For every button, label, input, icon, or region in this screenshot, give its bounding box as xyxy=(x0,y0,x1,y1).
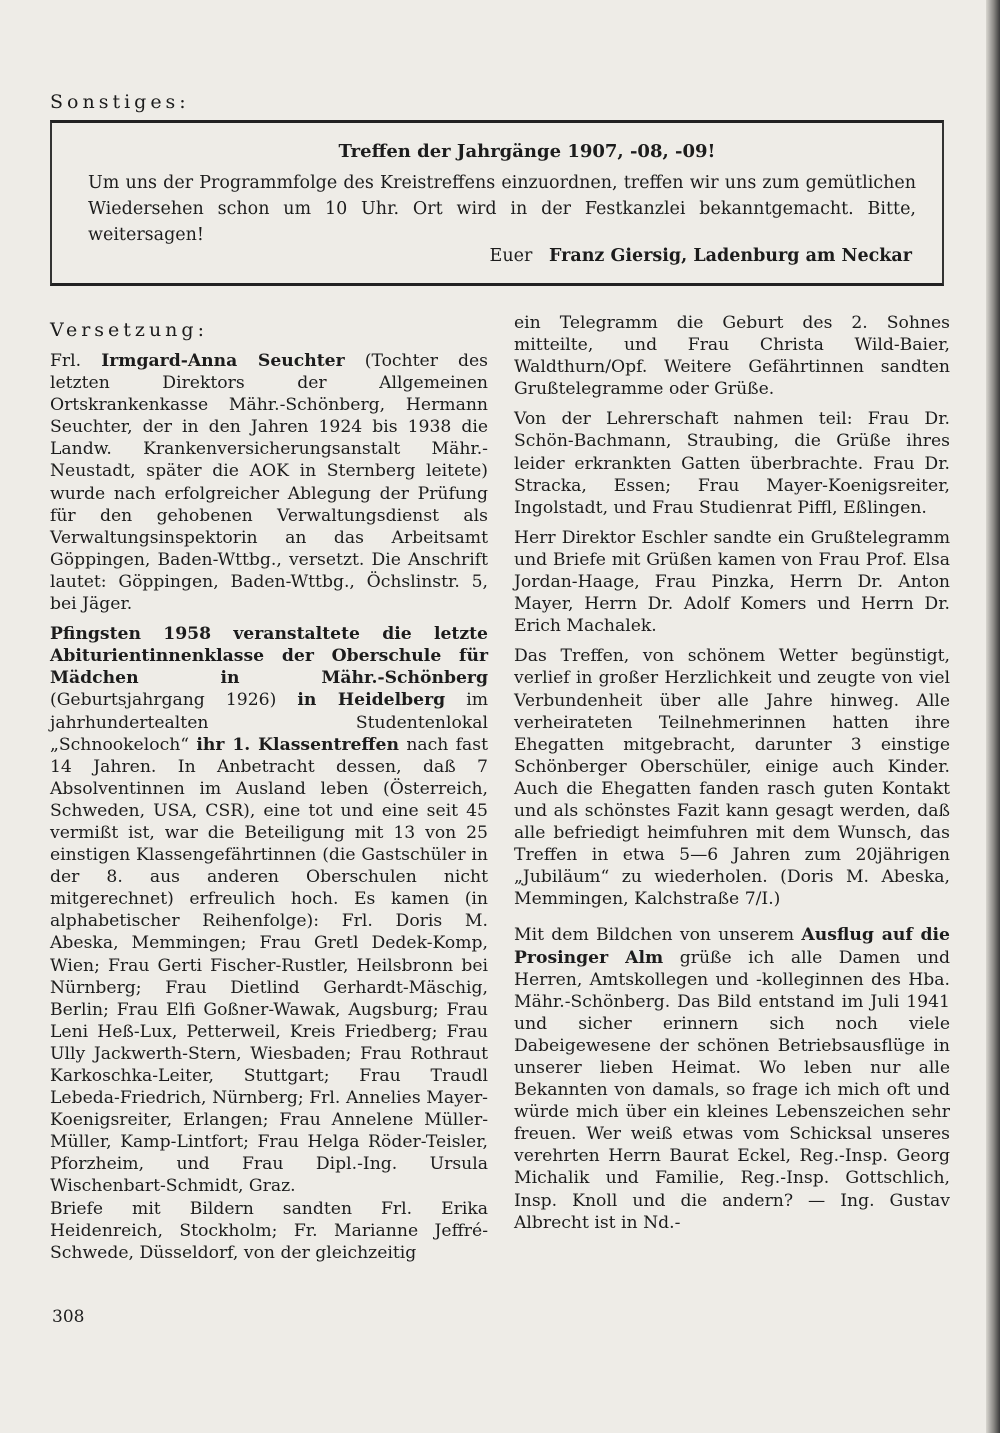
paragraph-treffen: Das Treffen, von schönem Wetter begünstigt, verlief in großer Herzlichkeit und zeugte von viel Verbundenheit über alle Jahre hinweg. Alle verheirateten Teilnehmerinnen hatten ihre Ehegatten mitgebracht, darunter 3 einstige Schönberger Oberschüler, einige auch Kinder. Auch die Ehegatten fanden rasch guten Kontakt und als schönstes Fazit kann gesagt werden, daß alle befriedigt heimfuhren mit dem Wunsch, das Treffen in etwa 5—6 Jahren zum 20jährigen „Jubiläum“ zu wiederholen. (Doris M. Abeska, Memmingen, Kalchstraße 7/I.) xyxy=(514,646,950,910)
notice-body: Um uns der Programmfolge des Kreistreffens einzuordnen, treffen wir uns zum gemütlichen Wiedersehen schon um 10 Uhr. Ort wird in der Festkanzlei bekanntgemacht. Bitte, weitersagen! xyxy=(88,173,916,245)
page-number: 308 xyxy=(52,1307,85,1327)
klassentreffen-text-2: im jahrhundertealten Studentenlokal „Schnookeloch“ xyxy=(50,690,488,755)
notice-signature-prefix: Euer xyxy=(489,246,533,266)
paragraph-versetzung-text: (Tochter des letzten Direktors der Allgemeinen Ortskrankenkasse Mähr.-Schönberg, Hermann Seuchter, der in den Jahren 1924 bis 1938 die Landw. Krankenversicherungsanstalt Mähr.-Neustadt, später die AOK in Sternberg leitete) wurde nach erfolgreicher Ablegung der Prüfung für den gehobenen Verwaltungsdienst als Verwaltungsinspektorin an das Arbeitsamt Göppingen, Baden-Wttbg., versetzt. Die Anschrift lautet: Göppingen, Baden-Wttbg., Öchslinstr. 5, bei Jäger. xyxy=(50,351,488,615)
paragraph-lehrerschaft: Von der Lehrerschaft nahmen teil: Frau Dr. Schön-Bachmann, Straubing, die Grüße ihres leider erkrankten Gatten überbrachte. Frau Dr. Stracka, Essen; Frau Mayer-Koenigsreiter, Ingolstadt, und Frau Studienrat Piffl, Eßlingen. xyxy=(514,409,950,518)
ausflug-lead: Ausflug auf die Prosinger Alm xyxy=(514,925,950,968)
paragraph-ausflug xyxy=(514,924,950,1233)
klassentreffen-text-3: nach fast 14 Jahren. In Anbetracht dessen, daß 7 Absolventinnen im Ausland leben (Österreich, Schweden, USA, CSR), eine tot und eine seit 45 vermißt ist, war die Beteiligung mit 13 von 25 einstigen Klassengefährtinnen (die Gastschüler in der 8. aus anderen Oberschulen nicht mitgerechnet) erfreulich hoch. Es kamen (in alphabetischer Reihenfolge): Frl. Doris M. Abeska, Memmingen; Frau Gretl Dedek-Komp, Wien; Frau Gerti Fischer-Rustler, Heilsbronn bei Nürnberg; Frau Dietlind Gerhardt-Mäschig, Berlin; Frau Elfi Goßner-Wawak, Augsburg; Frau Leni Heß-Lux, Petterweil, Kreis Friedberg; Frau Ully Jackwerth-Stern, Wiesbaden; Frau Rothraut Karkoschka-Leiter, Stuttgart; Frau Traudl Lebeda-Friedrich, Nürnberg; Frl. Annelies Mayer-Koenigsreiter, Erlangen; Frau Annelene Müller-Müller, Kamp-Lintfort; Frau Helga Röder-Teisler, Pforzheim, und Frau Dipl.-Ing. Ursula Wischenbart-Schmidt, Graz. xyxy=(50,734,488,1197)
klassentreffen-event: ihr 1. Klassentreffen xyxy=(196,734,399,755)
paragraph-versetzung-name: Irmgard-Anna Seuchter xyxy=(101,351,345,371)
ausflug-text-1: Mit dem Bildchen von unserem xyxy=(514,925,802,946)
section-heading-sonstiges: Sonstiges: xyxy=(50,91,190,113)
notice-signature-name: Franz Giersig, Ladenburg am Neckar xyxy=(549,246,912,266)
notice-title: Treffen der Jahrgänge 1907, -08, -09! xyxy=(338,141,716,162)
paragraph-versetzung-prefix: Frl. xyxy=(50,351,82,371)
paragraph-klassentreffen xyxy=(50,623,488,1197)
klassentreffen-lead: Pfingsten 1958 veranstaltete die letzte Abiturientinnenklasse der Oberschule für Mädchen in Mähr.-Schönberg xyxy=(50,624,488,689)
paragraph-telegramm: ein Telegramm die Geburt des 2. Sohnes mitteilte, und Frau Christa Wild-Baier, Waldthurn/Opf. Weitere Gefährtinnen sandten Grußtelegramme oder Grüße. xyxy=(514,313,950,400)
paragraph-gruesse: Herr Direktor Eschler sandte ein Grußtelegramm und Briefe mit Grüßen kamen von Frau Prof. Elsa Jordan-Haage, Frau Pinzka, Herrn Dr. Anton Mayer, Herrn Dr. Adolf Komers und Herrn Dr. Erich Machalek. xyxy=(514,527,950,637)
paragraph-briefe: Briefe mit Bildern sandten Frl. Erika Heidenreich, Stockholm; Fr. Marianne Jeffré-Schwede, Düsseldorf, von der gleichzeitig xyxy=(50,1198,488,1263)
klassentreffen-text-1: (Geburtsjahrgang 1926) xyxy=(50,690,298,711)
paragraph-versetzung xyxy=(50,350,488,615)
page-gutter-shadow xyxy=(986,0,1000,1433)
right-column xyxy=(514,312,950,1234)
ausflug-text-2: grüße ich alle Damen und Herren, Amtskollegen und -kolleginnen des Hba. Mähr.-Schönberg. Das Bild entstand im Juli 1941 und sicher erinnern sich noch viele Dabeigewesene der schönen Betriebsausflüge in unserer lieben Heimat. Wo leben nur alle Bekannten von damals, so frage ich mich oft und würde mich über ein kleines Lebenszeichen sehr freuen. Wer weiß etwas vom Schicksal unseres verehrten Herrn Baurat Eckel, Reg.-Insp. Georg Michalik und Familie, Reg.-Insp. Gottschlich, Insp. Knoll und die andern? — Ing. Gustav Albrecht ist in Nd.- xyxy=(514,947,950,1233)
notice-box xyxy=(50,120,944,286)
klassentreffen-place: in Heidelberg xyxy=(297,690,446,711)
left-column xyxy=(50,350,488,1264)
notice-signature xyxy=(490,243,912,269)
section-heading-versetzung: Versetzung: xyxy=(50,319,208,341)
